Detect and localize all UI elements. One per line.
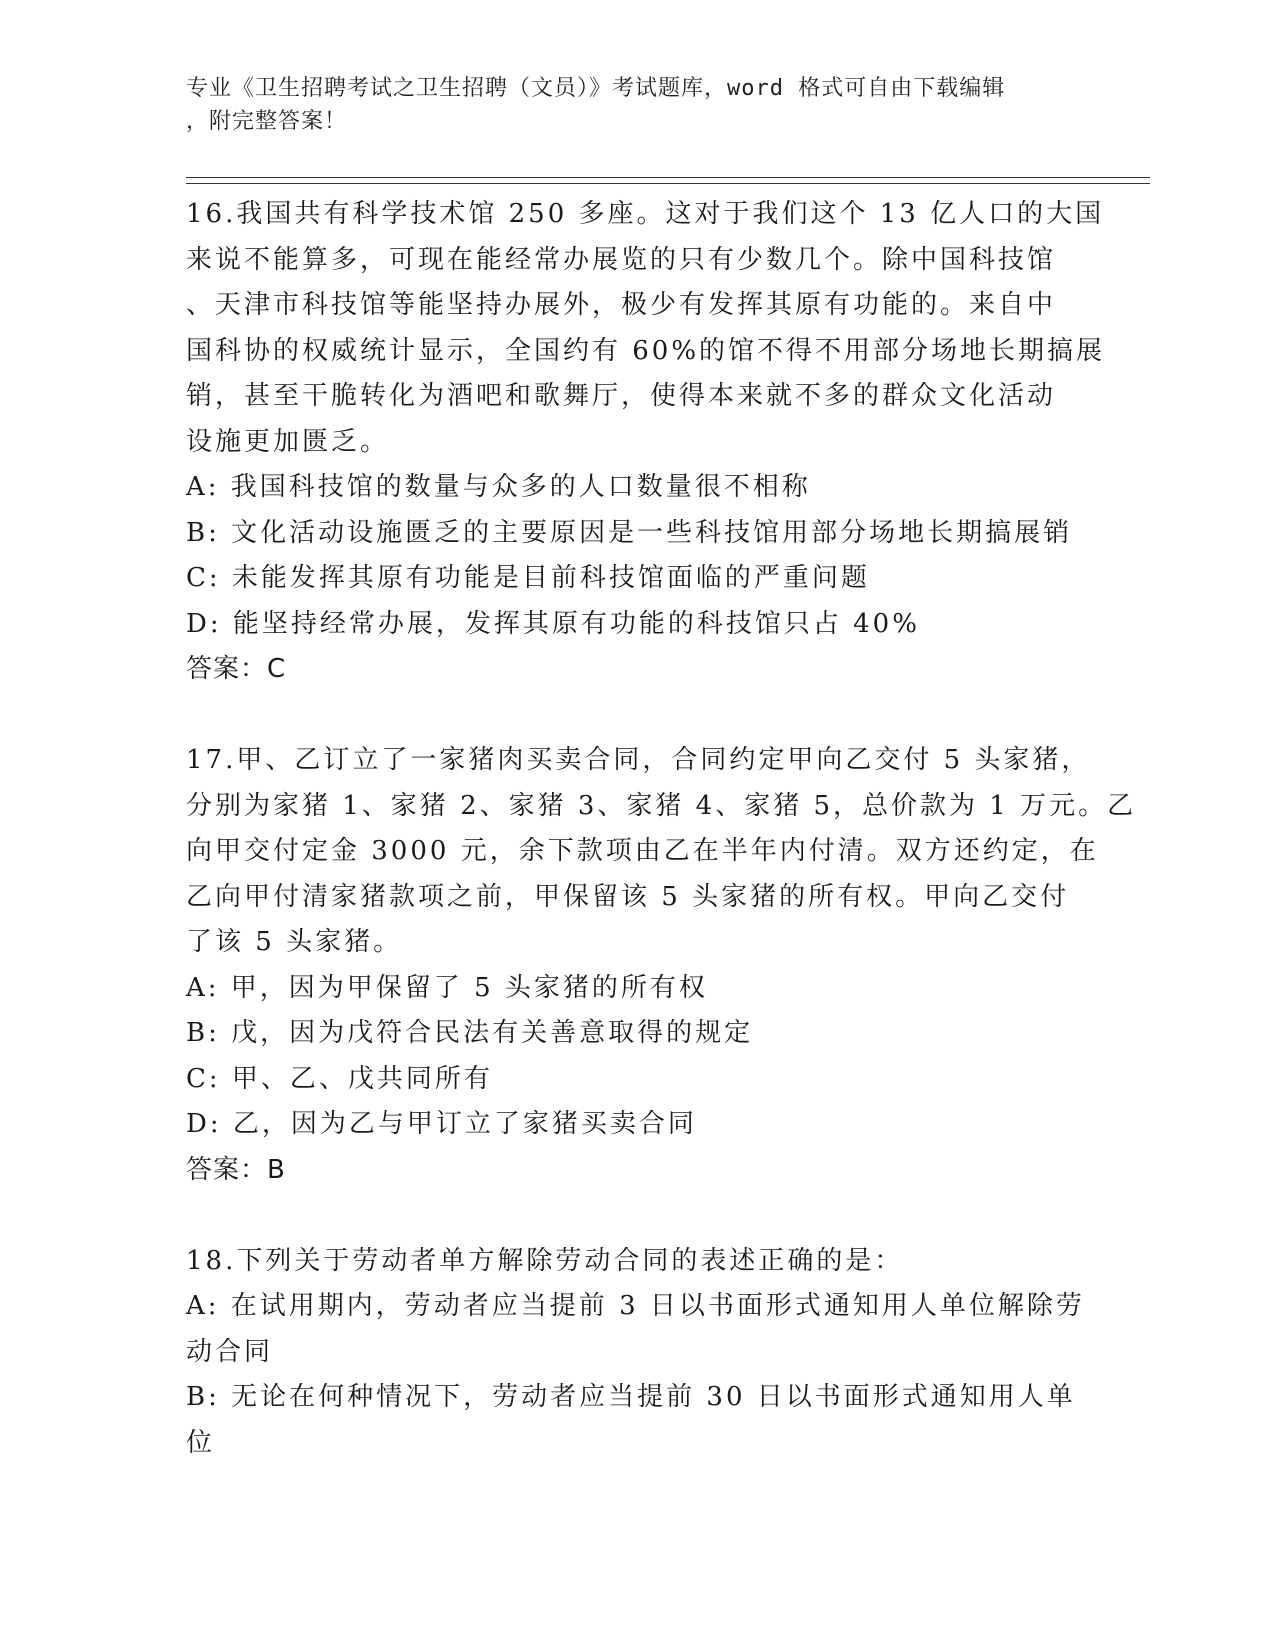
question-18 [186, 1239, 1086, 1467]
answer-label: 答案：C [186, 654, 287, 684]
question-stem-line: 向甲交付定金 3000 元，余下款项由乙在半年内付清。双方还约定，在 [186, 836, 1099, 866]
question-17 [186, 738, 1137, 1193]
option-a-continued: 动合同 [186, 1336, 274, 1367]
question-stem-line: 设施更加匮乏。 [186, 426, 390, 457]
question-stem-line: 18.下列关于劳动者单方解除劳动合同的表述正确的是： [186, 1245, 904, 1276]
question-stem-line: 销，甚至干脆转化为酒吧和歌舞厅，使得本来就不多的群众文化活动 [186, 381, 1057, 411]
question-stem-line: 分别为家猪 1、家猪 2、家猪 3、家猪 4、家猪 5，总价款为 1 万元。乙 [186, 790, 1137, 821]
option-b: B: 文化活动设施匮乏的主要原因是一些科技馆用部分场地长期搞展销 [186, 517, 1073, 548]
option-a: A: 在试用期内，劳动者应当提前 3 日以书面形式通知用人单位解除劳 [186, 1291, 1085, 1321]
option-a: A: 甲，因为甲保留了 5 头家猪的所有权 [186, 972, 708, 1003]
header-line: ，附完整答案！ [186, 109, 348, 134]
header-divider-top [186, 177, 1150, 178]
answer-label: 答案：B [186, 1154, 286, 1185]
spacer [186, 1193, 1086, 1239]
option-b: B: 戊，因为戊符合民法有关善意取得的规定 [186, 1018, 754, 1048]
option-c: C: 甲、乙、戊共同所有 [186, 1063, 493, 1094]
option-d: D: 能坚持经常办展，发挥其原有功能的科技馆只占 40% [186, 608, 920, 639]
question-stem-line: 乙向甲付清家猪款项之前，甲保留该 5 头家猪的所有权。甲向乙交付 [186, 881, 1070, 912]
option-b-continued: 位 [186, 1427, 216, 1458]
question-stem-line: 国科协的权威统计显示，全国约有 60%的馆不得不用部分场地长期搞展 [186, 335, 1106, 366]
question-16 [186, 192, 1106, 693]
option-a: A: 我国科技馆的数量与众多的人口数量很不相称 [186, 472, 811, 502]
option-b: B: 无论在何种情况下，劳动者应当提前 30 日以书面形式通知用人单 [186, 1382, 1076, 1412]
header-line: 专业《卫生招聘考试之卫生招聘（文员）》考试题库，word 格式可自由下载编辑 [186, 76, 1006, 101]
question-stem-line: 来说不能算多，可现在能经常办展览的只有少数几个。除中国科技馆 [186, 244, 1057, 275]
question-stem-line: 、天津市科技馆等能坚持办展外，极少有发挥其原有功能的。来自中 [186, 290, 1057, 320]
option-c: C: 未能发挥其原有功能是目前科技馆面临的严重问题 [186, 563, 870, 593]
option-d: D: 乙，因为乙与甲订立了家猪买卖合同 [186, 1109, 697, 1139]
document-header [186, 72, 1066, 138]
question-stem-line: 17.甲、乙订立了一家猪肉买卖合同，合同约定甲向乙交付 5 头家猪， [186, 745, 1091, 775]
header-divider-bottom [186, 183, 1150, 184]
spacer [186, 693, 1086, 739]
question-list [186, 192, 1137, 1466]
question-stem-line: 16.我国共有科学技术馆 250 多座。这对于我们这个 13 亿人口的大国 [186, 199, 1105, 229]
question-stem-line: 了该 5 头家猪。 [186, 927, 403, 957]
